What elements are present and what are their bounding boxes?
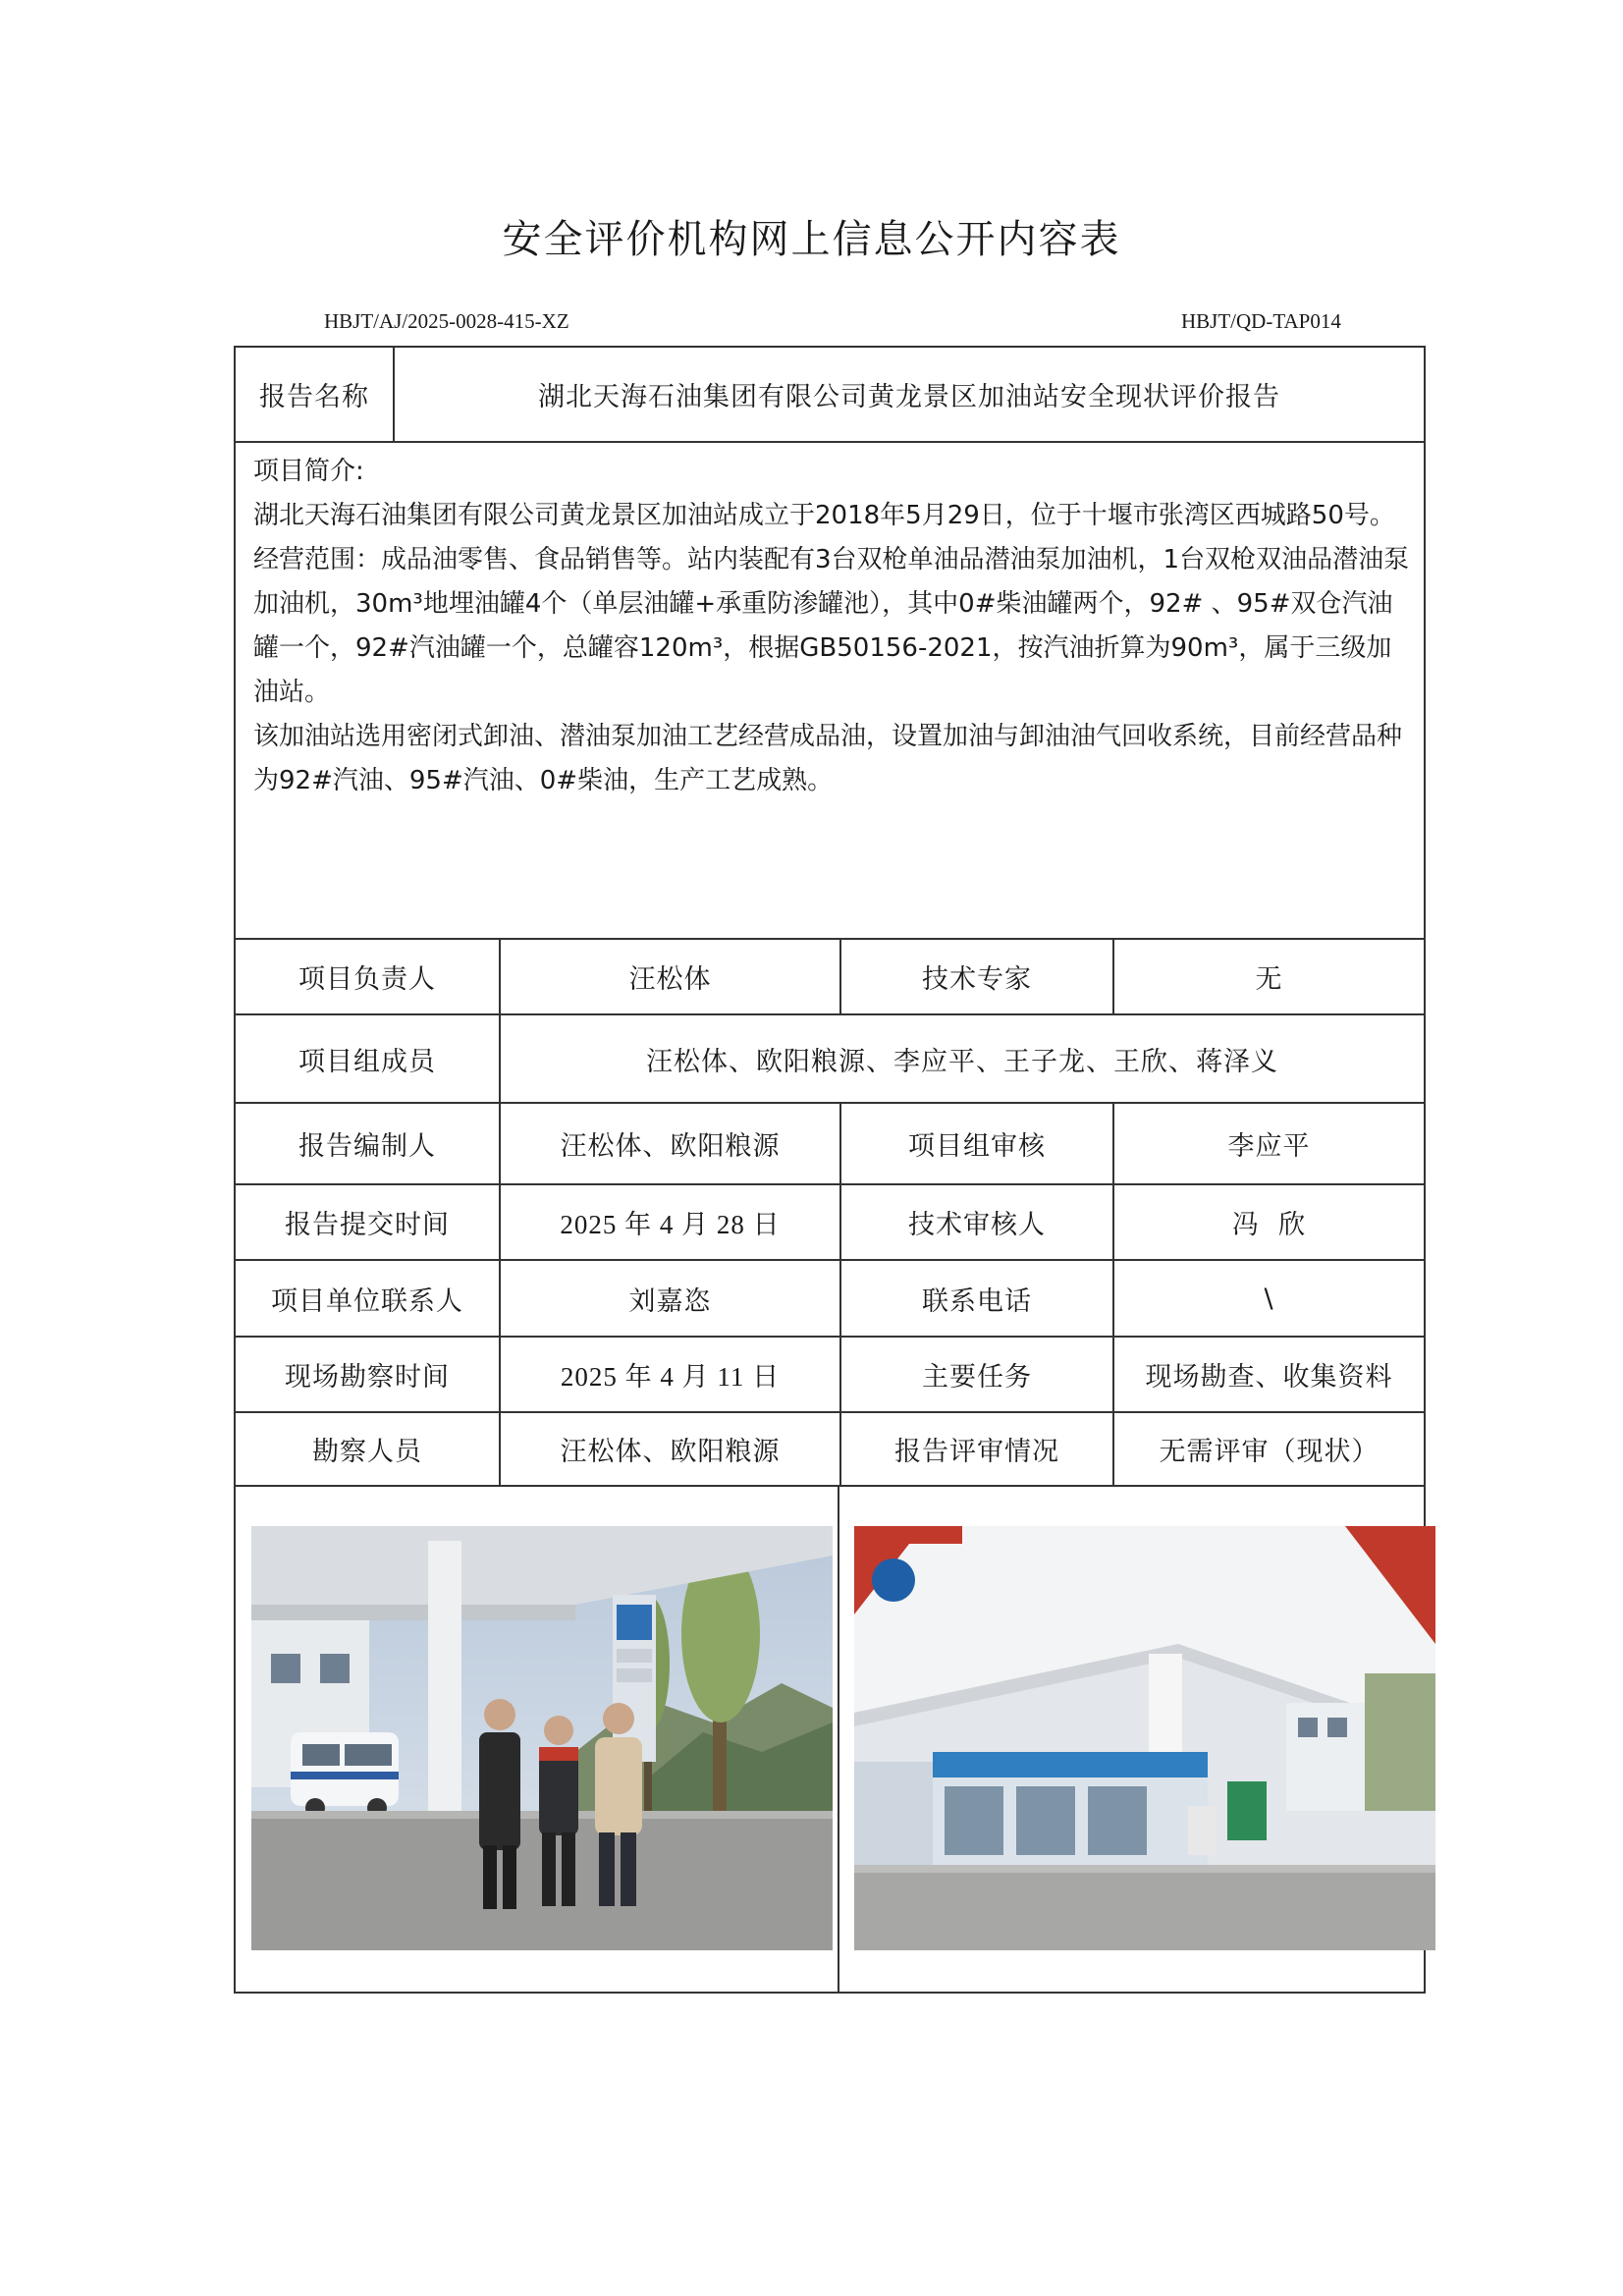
- editor-label: 报告编制人: [298, 1131, 436, 1162]
- task-value: 现场勘查、收集资料: [1145, 1362, 1393, 1393]
- photo-divider: [838, 1485, 839, 1994]
- task-label: 主要任务: [922, 1362, 1032, 1393]
- rule-9: [234, 1485, 1426, 1487]
- contact-label: 项目单位联系人: [271, 1285, 463, 1317]
- expert-label: 技术专家: [922, 964, 1032, 995]
- report-number: HBJT/AJ/2025-0028-415-XZ: [324, 309, 569, 333]
- contact-value: 刘嘉恣: [628, 1285, 712, 1317]
- form-number: HBJT/QD-TAP014: [1181, 309, 1341, 333]
- surveyor-label: 勘察人员: [312, 1437, 422, 1467]
- tech-review-label: 技术审核人: [908, 1210, 1046, 1240]
- review-label: 项目组审核: [908, 1131, 1046, 1162]
- surveyor-value: 汪松体、欧阳粮源: [560, 1437, 781, 1467]
- intro-paragraph-2: 该加油站选用密闭式卸油、潜油泵加油工艺经营成品油，设置加油与卸油油气回收系统，目前经营品种为92#汽油、95#汽油、0#柴油，生产工艺成熟。: [253, 722, 1403, 795]
- phone-value: \: [1264, 1283, 1274, 1314]
- survey-time-value: 2025 年 4 月 11 日: [560, 1362, 781, 1392]
- phone-label: 联系电话: [922, 1285, 1032, 1317]
- audit-label: 报告评审情况: [894, 1437, 1059, 1467]
- members-label: 项目组成员: [298, 1046, 436, 1077]
- intro-paragraph-1: 湖北天海石油集团有限公司黄龙景区加油站成立于2018年5月29日，位于十堰市张湾区西城路50号。经营范围：成品油零售、食品销售等。站内装配有3台双枪单油品潜油泵加油机，1台双枪双油品潜油泵加油机，30m³地埋油罐4个（单层油罐+承重防渗罐池），其中0#柴油罐两个，92# 、95#双仓汽油罐一个，92#汽油罐一个，总罐容120m³，根据GB50156-2021，按汽油折算为90m³，属于三级加油站。: [253, 501, 1410, 707]
- editor-value: 汪松体、欧阳粮源: [560, 1131, 781, 1162]
- tech-review-value: 冯 欣: [1231, 1210, 1307, 1240]
- rule-1: [234, 441, 1426, 443]
- intro-heading: 项目简介:: [253, 457, 364, 486]
- expert-value: 无: [1255, 964, 1283, 995]
- review-value: 李应平: [1227, 1131, 1311, 1162]
- site-photo-team: [251, 1526, 833, 1950]
- report-name-value: 湖北天海石油集团有限公司黄龙景区加油站安全现状评价报告: [538, 382, 1280, 412]
- page-title: 安全评价机构网上信息公开内容表: [502, 217, 1121, 262]
- submit-value: 2025 年 4 月 28 日: [560, 1210, 781, 1239]
- survey-time-label: 现场勘察时间: [285, 1362, 450, 1393]
- report-name-label: 报告名称: [259, 382, 369, 412]
- audit-value: 无需评审（现状）: [1159, 1437, 1380, 1467]
- site-photo-station: [854, 1526, 1435, 1950]
- submit-label: 报告提交时间: [285, 1210, 450, 1240]
- project-intro: [253, 450, 1412, 803]
- leader-label: 项目负责人: [298, 964, 436, 995]
- members-value: 汪松体、欧阳粮源、李应平、王子龙、王欣、蒋泽义: [646, 1046, 1278, 1077]
- leader-value: 汪松体: [628, 964, 712, 995]
